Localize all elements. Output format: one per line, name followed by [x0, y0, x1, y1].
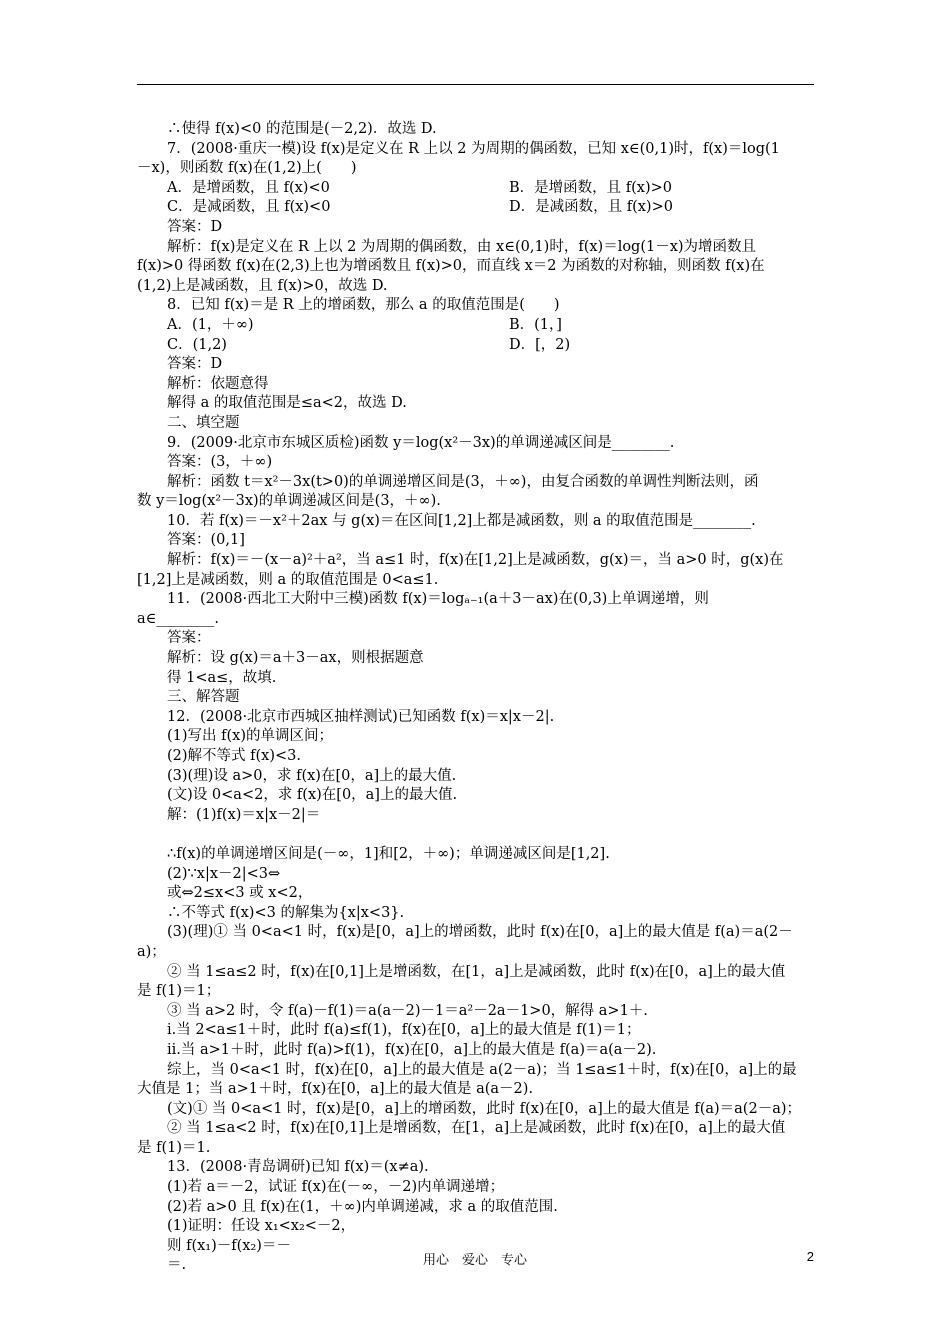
text-line: 解：(1)f(x)＝x|x－2|＝ — [167, 806, 321, 823]
option-row — [137, 316, 814, 336]
option-row — [137, 179, 814, 199]
text-line: 解析：设 g(x)＝a＋3－ax，则根据题意 — [167, 650, 424, 667]
text-line: a)； — [137, 943, 166, 960]
text-line: 解析：f(x)＝－(x－a)²＋a²，当 a≤1 时，f(x)在[1,2]上是减函数，g(x)＝，当 a>0 时，g(x)在 — [167, 552, 784, 569]
text-line: 得 1<a≤，故填. — [167, 669, 277, 686]
text-line: 解得 a 的取值范围是≤a<2，故选 D. — [167, 395, 407, 412]
text-line: f(x)>0 得函数 f(x)在(2,3)上也为增函数且 f(x)>0，而直线 x＝2 为函数的对称轴，则函数 f(x)在 — [137, 258, 765, 275]
text-line: －x)，则函数 f(x)在(1,2)上( ) — [137, 160, 357, 177]
document-body — [137, 120, 814, 1276]
text-line: 答案：(0,1] — [167, 532, 245, 549]
text-line: (1)证明：任设 x₁<x₂<－2， — [167, 1218, 356, 1235]
option-right: D．[，2) — [509, 336, 571, 353]
text-line: 7．(2008·重庆一模)设 f(x)是定义在 R 上以 2 为周期的偶函数，已知 x∈(0,1)时，f(x)＝log(1 — [167, 140, 780, 157]
option-right: B．(1，] — [509, 316, 562, 333]
text-line: (1)写出 f(x)的单调区间； — [167, 728, 334, 745]
text-line: 解析：函数 t＝x²－3x(t>0)的单调递增区间是(3，＋∞)，由复合函数的单调性判断法则，函 — [167, 473, 759, 490]
text-line: ② 当 1≤a≤2 时，f(x)在[0,1]上是增函数，在[1，a]上是减函数，此时 f(x)在[0，a]上的最大值 — [167, 963, 786, 980]
text-line: 或⇔2≤x<3 或 x<2， — [167, 885, 313, 902]
header-rule — [137, 84, 814, 85]
text-line: ∴f(x)的单调递增区间是(－∞，1]和[2，＋∞)；单调递减区间是[1,2]. — [167, 845, 610, 862]
text-line: (1,2)上是减函数，且 f(x)>0，故选 D. — [137, 277, 388, 294]
option-right: B．是增函数，且 f(x)>0 — [509, 179, 672, 196]
text-line: 9．(2009·北京市东城区质检)函数 y＝log(x²－3x)的单调递减区间是________. — [167, 434, 675, 451]
text-line: (2)解不等式 f(x)<3. — [167, 748, 301, 764]
text-line: (2)若 a>0 且 f(x)在(1，＋∞)内单调递减，求 a 的取值范围. — [167, 1198, 558, 1215]
text-line: 综上，当 0<a<1 时，f(x)在[0，a]上的最大值是 a(2－a)；当 1≤a≤1＋时，f(x)在[0，a]上的最 — [167, 1061, 797, 1078]
option-row — [137, 336, 814, 356]
text-line: 是 f(1)＝1. — [137, 1139, 211, 1156]
text-line: ⅰ.当 2<a≤1＋时，此时 f(a)≤f(1)，f(x)在[0，a]上的最大值是 f(1)＝1； — [167, 1022, 641, 1039]
option-right: D．是减函数，且 f(x)>0 — [509, 199, 673, 216]
text-line: ∴不等式 f(x)<3 的解集为{x|x<3}. — [167, 904, 405, 921]
text-line: 答案：(3，＋∞) — [167, 454, 273, 471]
text-line: ＝. — [167, 1257, 187, 1274]
text-line: (1)若 a＝－2，试证 f(x)在(－∞，－2)内单调递增； — [167, 1179, 505, 1196]
text-line: 二、填空题 — [167, 414, 240, 431]
text-line: 则 f(x₁)－f(x₂)＝－ — [167, 1237, 291, 1254]
text-line: 11．(2008·西北工大附中三模)函数 f(x)＝logₐ₋₁(a＋3－ax)在(0,3)上单调递增，则 — [167, 591, 709, 608]
option-left: A．(1，＋∞) — [167, 316, 254, 333]
text-line: (文)① 当 0<a<1 时，f(x)是[0，a]上的增函数，此时 f(x)在[0，a]上的最大值是 f(a)＝a(2－a)； — [167, 1100, 801, 1117]
text-line: (2)∵x|x－2|<3⇔ — [167, 865, 281, 882]
text-line: (3)(理)① 当 0<a<1 时，f(x)是[0，a]上的增函数，此时 f(x)在[0，a]上的最大值是 f(a)＝a(2－ — [167, 924, 793, 941]
option-left: A．是增函数，且 f(x)<0 — [167, 179, 330, 196]
text-line: [1,2]上是减函数，则 a 的取值范围是 0<a≤1. — [137, 571, 439, 588]
blank-line — [137, 825, 814, 845]
text-line: 10．若 f(x)＝－x²＋2ax 与 g(x)＝在区间[1,2]上都是减函数，则 a 的取值范围是________. — [167, 512, 756, 529]
text-line: 12．(2008·北京市西城区抽样测试)已知函数 f(x)＝x|x－2|. — [167, 708, 555, 725]
text-line: 解析：依题意得 — [167, 375, 269, 392]
text-line: 答案：D — [167, 218, 223, 235]
text-line: 13．(2008·青岛调研)已知 f(x)＝(x≠a). — [167, 1159, 429, 1176]
option-row — [137, 198, 814, 218]
text-line: 解析：f(x)是定义在 R 上以 2 为周期的偶函数，由 x∈(0,1)时，f(x)＝log(1－x)为增函数且 — [167, 238, 757, 255]
text-line: ③ 当 a>2 时，令 f(a)－f(1)＝a(a－2)－1＝a²－2a－1>0，解得 a>1＋. — [167, 1002, 648, 1019]
text-line: ② 当 1≤a<2 时，f(x)在[0,1]上是增函数，在[1，a]上是减函数，此时 f(x)在[0，a]上的最大值 — [167, 1120, 786, 1137]
text-line: 大值是 1；当 a>1＋时，f(x)在[0，a]上的最大值是 a(a－2). — [137, 1081, 534, 1098]
text-line: ∴使得 f(x)<0 的范围是(－2,2)．故选 D. — [167, 121, 437, 137]
text-line: (文)设 0<a<2，求 f(x)在[0，a]上的最大值. — [167, 787, 458, 804]
text-line: 8．已知 f(x)＝是 R 上的增函数，那么 a 的取值范围是( ) — [167, 297, 560, 314]
text-line: ⅱ.当 a>1＋时，此时 f(a)>f(1)，f(x)在[0，a]上的最大值是 f(a)＝a(a－2). — [167, 1041, 657, 1058]
page-number: 2 — [806, 1249, 814, 1264]
text-line: a∈________. — [137, 610, 219, 627]
option-left: C．(1,2) — [167, 336, 227, 353]
text-line: 三、解答题 — [167, 689, 240, 706]
text-line: (3)(理)设 a>0，求 f(x)在[0，a]上的最大值. — [167, 767, 457, 784]
page-footer: 用心 爱心 专心 — [422, 1253, 527, 1268]
text-line: 答案： — [167, 630, 211, 647]
text-line: 是 f(1)＝1； — [137, 983, 221, 1000]
option-left: C．是减函数，且 f(x)<0 — [167, 199, 331, 216]
text-line: 数 y＝log(x²－3x)的单调递减区间是(3，＋∞). — [137, 493, 441, 510]
text-line: 答案：D — [167, 356, 223, 373]
